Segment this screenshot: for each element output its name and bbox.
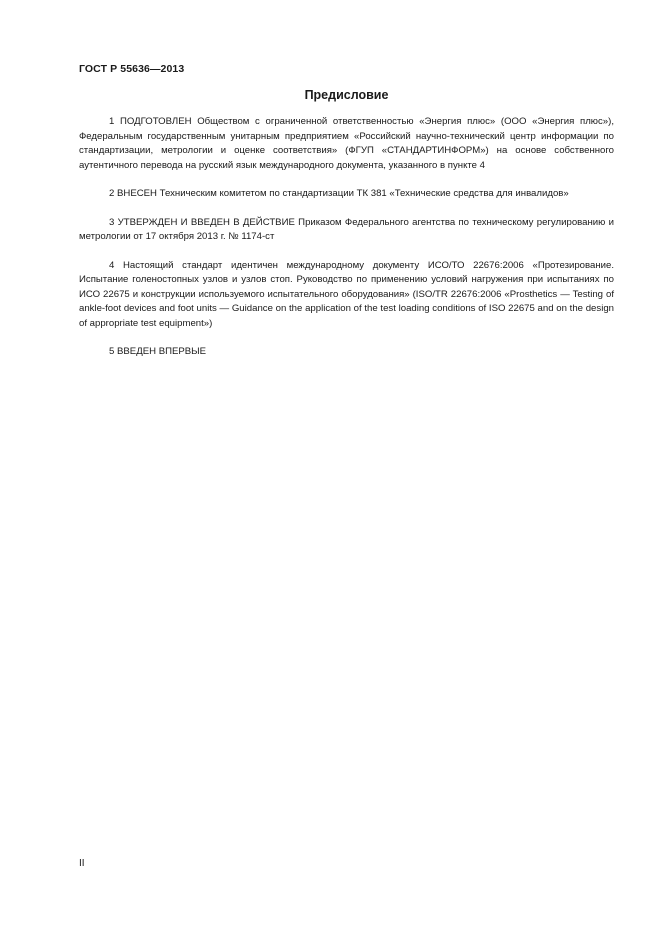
page-number: II xyxy=(79,858,85,869)
paragraph-prepared-by: 1 ПОДГОТОВЛЕН Обществом с ограниченной ответственностью «Энергия плюс» (ООО «Энергия плюс»), Федеральным государственным унитарным предприятием «Российский научно-технический центр информации по стандартизации, метрологии и оценке соответствия» (ФГУП «СТАНДАРТИНФОРМ») на основе собственного аутентичного перевода на русский язык международного документа, указанного в пункте 4 xyxy=(79,116,614,171)
preface-body xyxy=(79,115,614,374)
standard-code: ГОСТ Р 55636—2013 xyxy=(79,63,185,75)
page-title: Предисловие xyxy=(304,88,389,102)
paragraph-introduced-by: 2 ВНЕСЕН Техническим комитетом по стандартизации ТК 381 «Технические средства для инвалидов» xyxy=(109,188,569,199)
paragraph-approved: 3 УТВЕРЖДЕН И ВВЕДЕН В ДЕЙСТВИЕ Приказом Федерального агентства по техническому регулированию и метрологии от 17 октября 2013 г. № 1174-ст xyxy=(79,216,614,242)
paragraph-identical-standard: 4 Настоящий стандарт идентичен международному документу ИСО/ТО 22676:2006 «Протезирование. Испытание голеностопных узлов и узлов стоп. Руководство по применению условий нагружения при испытаниях по ИСО 22675 и конструкции используемого испытательного оборудования» (ISO/TR 22676:2006 «Prosthetics — Testing of ankle-foot devices and foot units — Guidance on the application of the test loading conditions of ISO 22675 and on the design of appropriate test equipment») xyxy=(79,259,614,329)
paragraph-first-introduced: 5 ВВЕДЕН ВПЕРВЫЕ xyxy=(109,346,207,357)
